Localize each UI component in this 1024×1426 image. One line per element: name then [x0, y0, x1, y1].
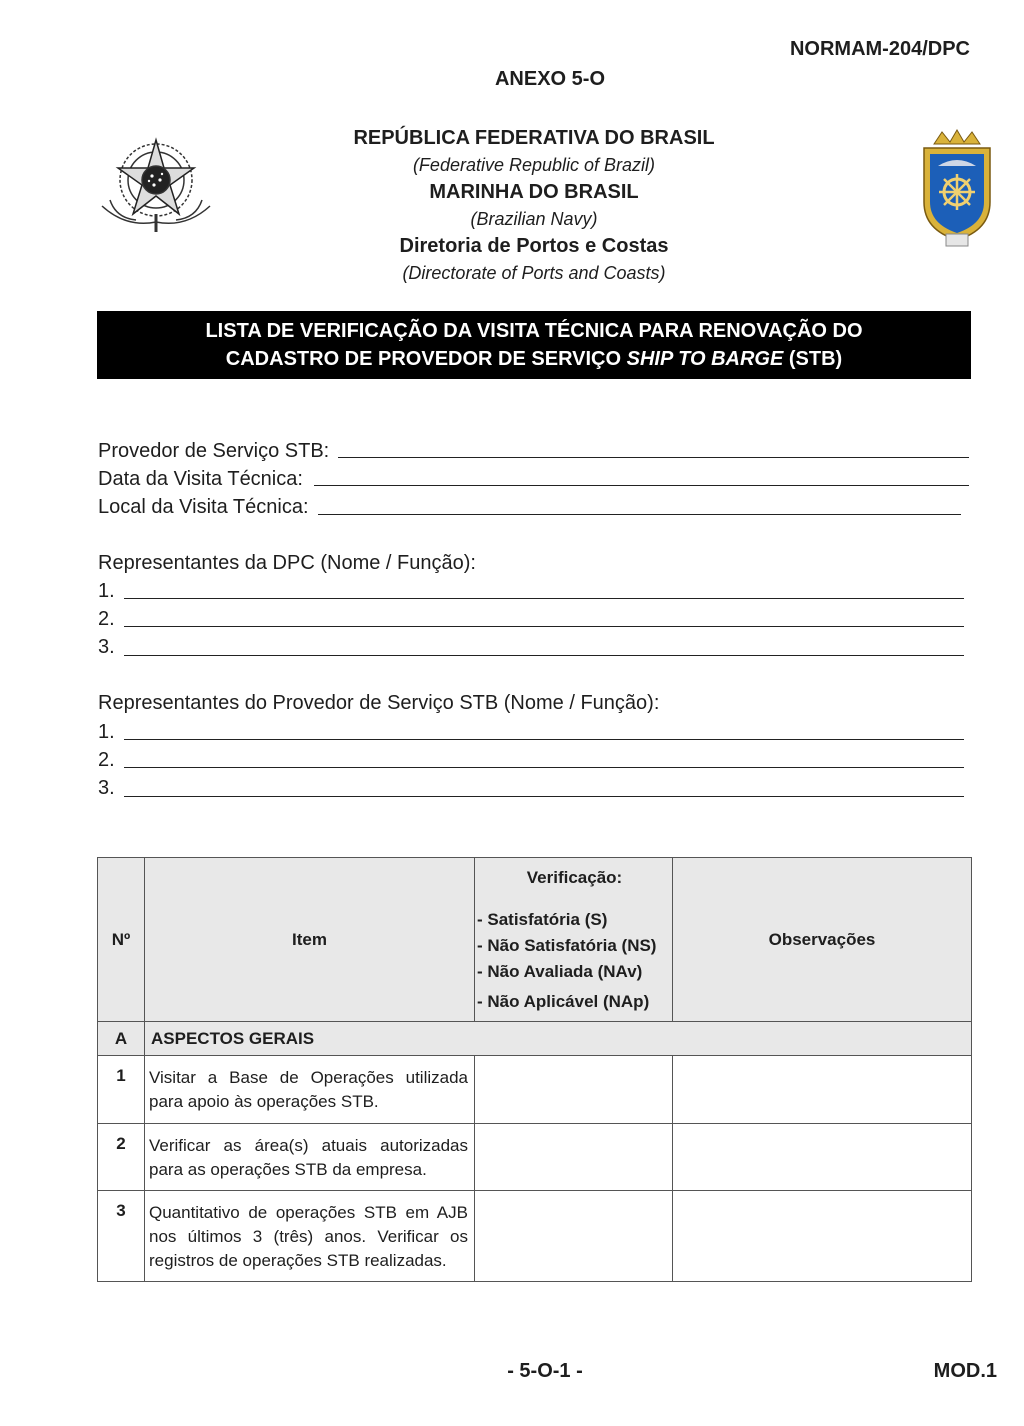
verification-option: - Satisfatória (S) [477, 909, 608, 929]
model-code: MOD.1 [933, 1360, 997, 1382]
col-verification-header [475, 858, 673, 1022]
annex-title: ANEXO 5-O [494, 68, 606, 90]
verification-option: - Não Avaliada (NAv) [477, 961, 643, 981]
row-number: 3 [98, 1191, 145, 1282]
dpc-rep-line[interactable] [124, 598, 964, 599]
row-observations-cell[interactable] [673, 1056, 972, 1124]
stb-reps-label: Representantes do Provedor de Serviço STB (Nome / Função): [98, 692, 660, 714]
table-row [98, 1056, 972, 1124]
dpc-rep-line[interactable] [124, 655, 964, 656]
row-verification-cell[interactable] [475, 1056, 673, 1124]
dpc-rep-number: 2. [98, 608, 115, 630]
banner-line-2-start: CADASTRO DE PROVEDOR DE SERVIÇO [225, 348, 627, 370]
dpc-rep-number: 1. [98, 580, 115, 602]
verification-option: - Não Satisfatória (NS) [477, 935, 657, 955]
row-observations-cell[interactable] [673, 1124, 972, 1191]
verification-title: Verificação: [526, 867, 623, 887]
stb-rep-number: 3. [98, 777, 115, 799]
row-item-text: Quantitativo de operações STB em AJB nos últimos 3 (três) anos. Verificar os registros de operações STB realizadas. [145, 1191, 475, 1282]
banner-line-2 [97, 345, 971, 373]
section-row [98, 1022, 972, 1056]
verification-option: - Não Aplicável (NAp) [477, 991, 650, 1011]
section-title: ASPECTOS GERAIS [145, 1022, 972, 1056]
date-field-label: Data da Visita Técnica: [98, 468, 303, 490]
section-code: A [98, 1022, 145, 1056]
dpc-rep-number: 3. [98, 636, 115, 658]
page-number: - 5-O-1 - [507, 1360, 583, 1382]
table-header-row [98, 858, 972, 1022]
republic-subtitle: (Federative Republic of Brazil) [412, 155, 656, 175]
dpc-reps-label: Representantes da DPC (Nome / Função): [98, 552, 476, 574]
banner-line-2-end: (STB) [783, 348, 843, 370]
row-item-text: Visitar a Base de Operações utilizada para apoio às operações STB. [145, 1056, 475, 1124]
stb-rep-line[interactable] [124, 767, 964, 768]
form-title-banner [97, 311, 971, 379]
stb-rep-line[interactable] [124, 739, 964, 740]
place-field-label: Local da Visita Técnica: [98, 496, 309, 518]
stb-rep-number: 2. [98, 749, 115, 771]
republic-title: REPÚBLICA FEDERATIVA DO BRASIL [353, 127, 715, 149]
stb-rep-line[interactable] [124, 796, 964, 797]
col-item-header: Item [145, 858, 475, 1022]
row-observations-cell[interactable] [673, 1191, 972, 1282]
banner-line-2-italic: SHIP TO BARGE [626, 348, 784, 370]
directorate-subtitle: (Directorate of Ports and Coasts) [402, 263, 666, 283]
navy-title: MARINHA DO BRASIL [429, 181, 639, 203]
place-input-line[interactable] [318, 514, 961, 515]
col-observations-header: Observações [673, 858, 972, 1022]
row-number: 2 [98, 1124, 145, 1191]
row-verification-cell[interactable] [475, 1124, 673, 1191]
col-number-header: Nº [98, 858, 145, 1022]
table-row [98, 1191, 972, 1282]
directorate-title: Diretoria de Portos e Costas [399, 235, 669, 257]
checklist-table [97, 857, 972, 1282]
navy-subtitle: (Brazilian Navy) [470, 209, 598, 229]
provider-input-line[interactable] [338, 457, 969, 458]
document-code: NORMAM-204/DPC [789, 38, 970, 60]
dpc-rep-line[interactable] [124, 626, 964, 627]
stb-rep-number: 1. [98, 721, 115, 743]
provider-field-label: Provedor de Serviço STB: [98, 440, 330, 462]
row-verification-cell[interactable] [475, 1191, 673, 1282]
banner-line-1: LISTA DE VERIFICAÇÃO DA VISITA TÉCNICA PARA RENOVAÇÃO DO [205, 320, 863, 342]
date-input-line[interactable] [314, 485, 969, 486]
row-item-text: Verificar as área(s) atuais autorizadas para as operações STB da empresa. [145, 1124, 475, 1191]
row-number: 1 [98, 1056, 145, 1124]
table-row [98, 1124, 972, 1191]
